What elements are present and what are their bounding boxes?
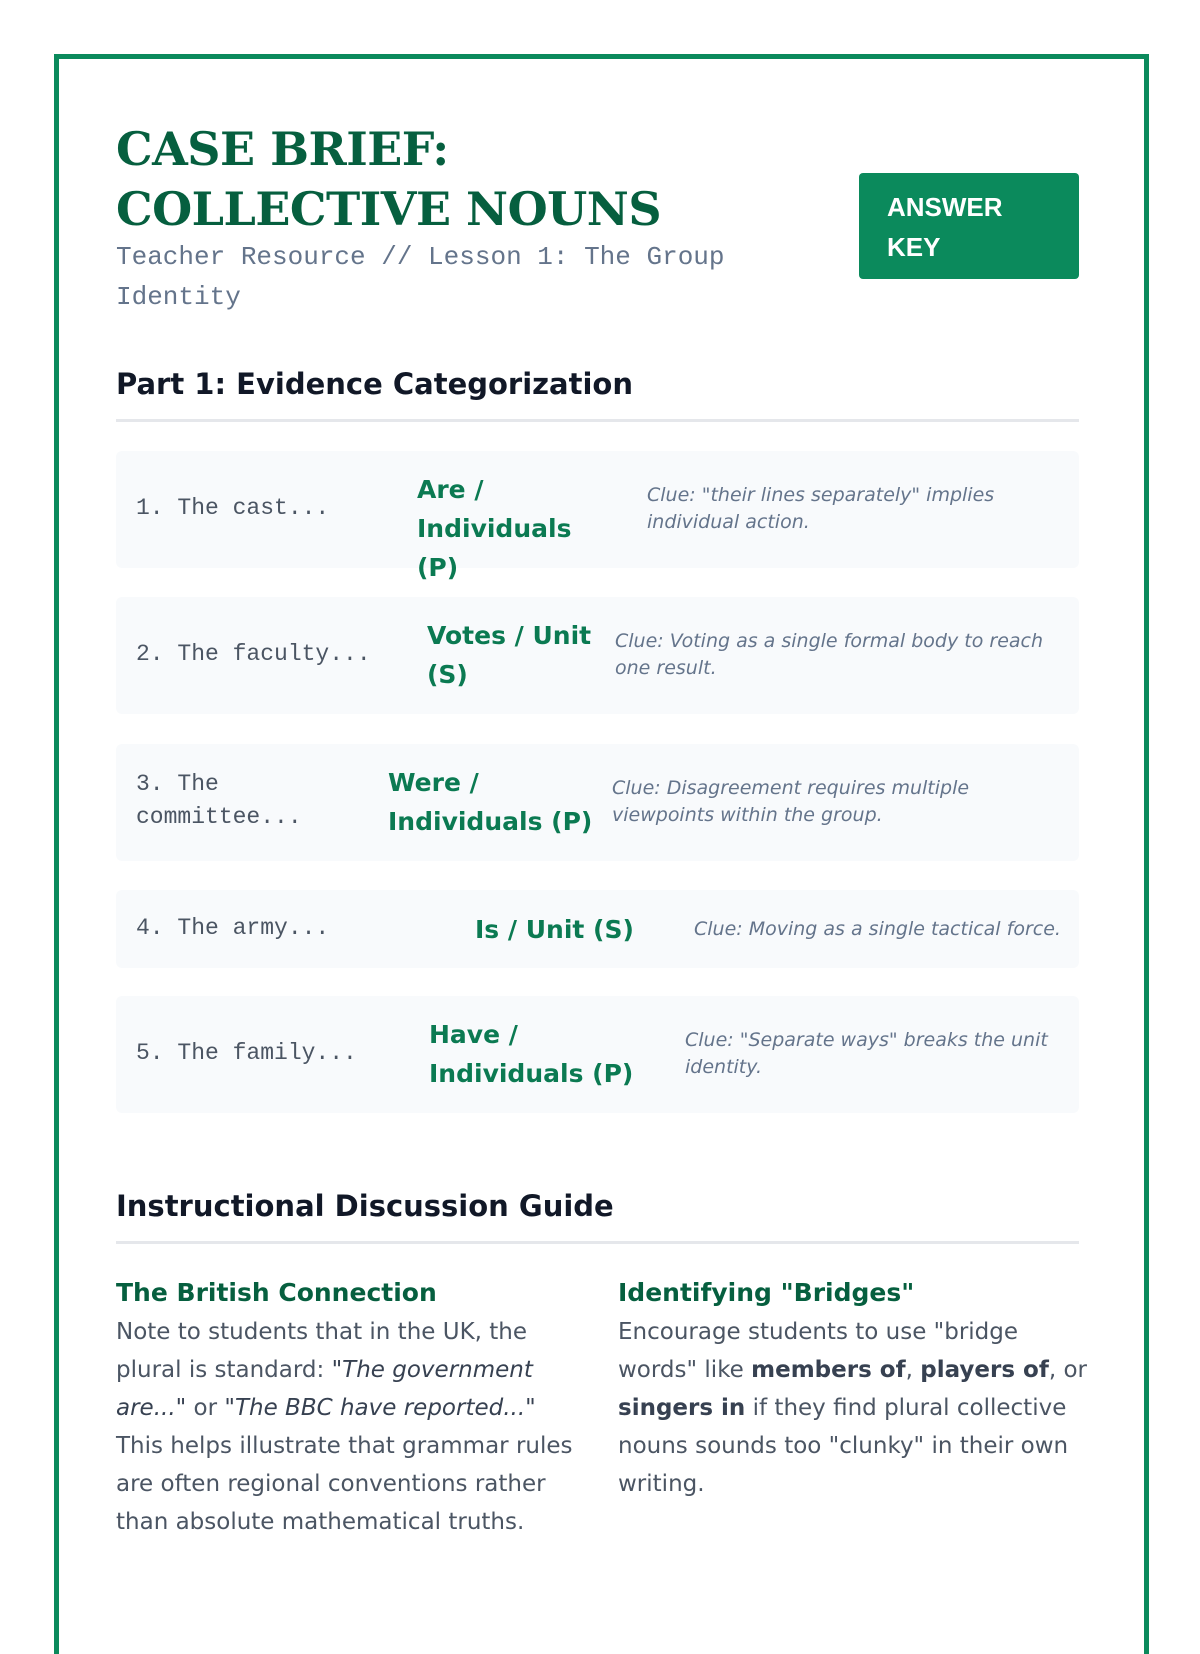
worksheet-card	[54, 54, 1149, 1654]
header	[116, 119, 1079, 312]
row-question: 2. The faculty...	[136, 641, 371, 667]
british-connection-heading: The British Connection	[116, 1278, 437, 1307]
evidence-row-4	[116, 890, 1079, 968]
row-answer: Are / Individuals (P)	[417, 475, 572, 582]
guide-heading: Instructional Discussion Guide	[116, 1189, 1079, 1244]
row-question: 1. The cast...	[136, 495, 330, 521]
british-connection-text: Note to students that in the UK, the plural is standard: "The government are..." or "The BBC have reported..." This helps illustrate that grammar rules are often regional conventions rather than absolute mathematical truths.	[116, 1319, 573, 1535]
row-clue: Clue: "their lines separately" implies individual action.	[647, 484, 995, 533]
row-question: 4. The army...	[136, 915, 330, 941]
row-question: 3. The committee...	[136, 771, 302, 830]
page-subtitle: Teacher Resource // Lesson 1: The Group Identity	[116, 242, 725, 312]
row-answer: Were / Individuals (P)	[388, 768, 593, 836]
row-answer: Votes / Unit (S)	[427, 621, 592, 689]
row-answer: Is / Unit (S)	[475, 915, 634, 944]
part1-heading: Part 1: Evidence Categorization	[116, 367, 1079, 422]
evidence-row-5	[116, 996, 1079, 1113]
evidence-row-1	[116, 451, 1079, 582]
answer-key-badge: ANSWER KEY	[859, 173, 1079, 279]
row-clue: Clue: Voting as a single formal body to reach one result.	[615, 630, 1044, 679]
evidence-row-2	[116, 597, 1079, 714]
page-title: CASE BRIEF: COLLECTIVE NOUNS	[116, 122, 662, 236]
bridges-heading: Identifying "Bridges"	[618, 1278, 915, 1307]
evidence-row-3	[116, 744, 1079, 861]
row-clue: Clue: "Separate ways" breaks the unit identity.	[685, 1029, 1048, 1078]
bridges-text: Encourage students to use "bridge words" like members of, players of, or singers in if they find plural collective nouns sounds too "clunky" in their own writing.	[618, 1319, 1087, 1497]
row-clue: Clue: Disagreement requires multiple viewpoints within the group.	[612, 777, 970, 826]
row-question: 5. The family...	[136, 1040, 357, 1066]
row-answer: Have / Individuals (P)	[429, 1020, 634, 1088]
row-clue: Clue: Moving as a single tactical force.	[694, 918, 1061, 940]
